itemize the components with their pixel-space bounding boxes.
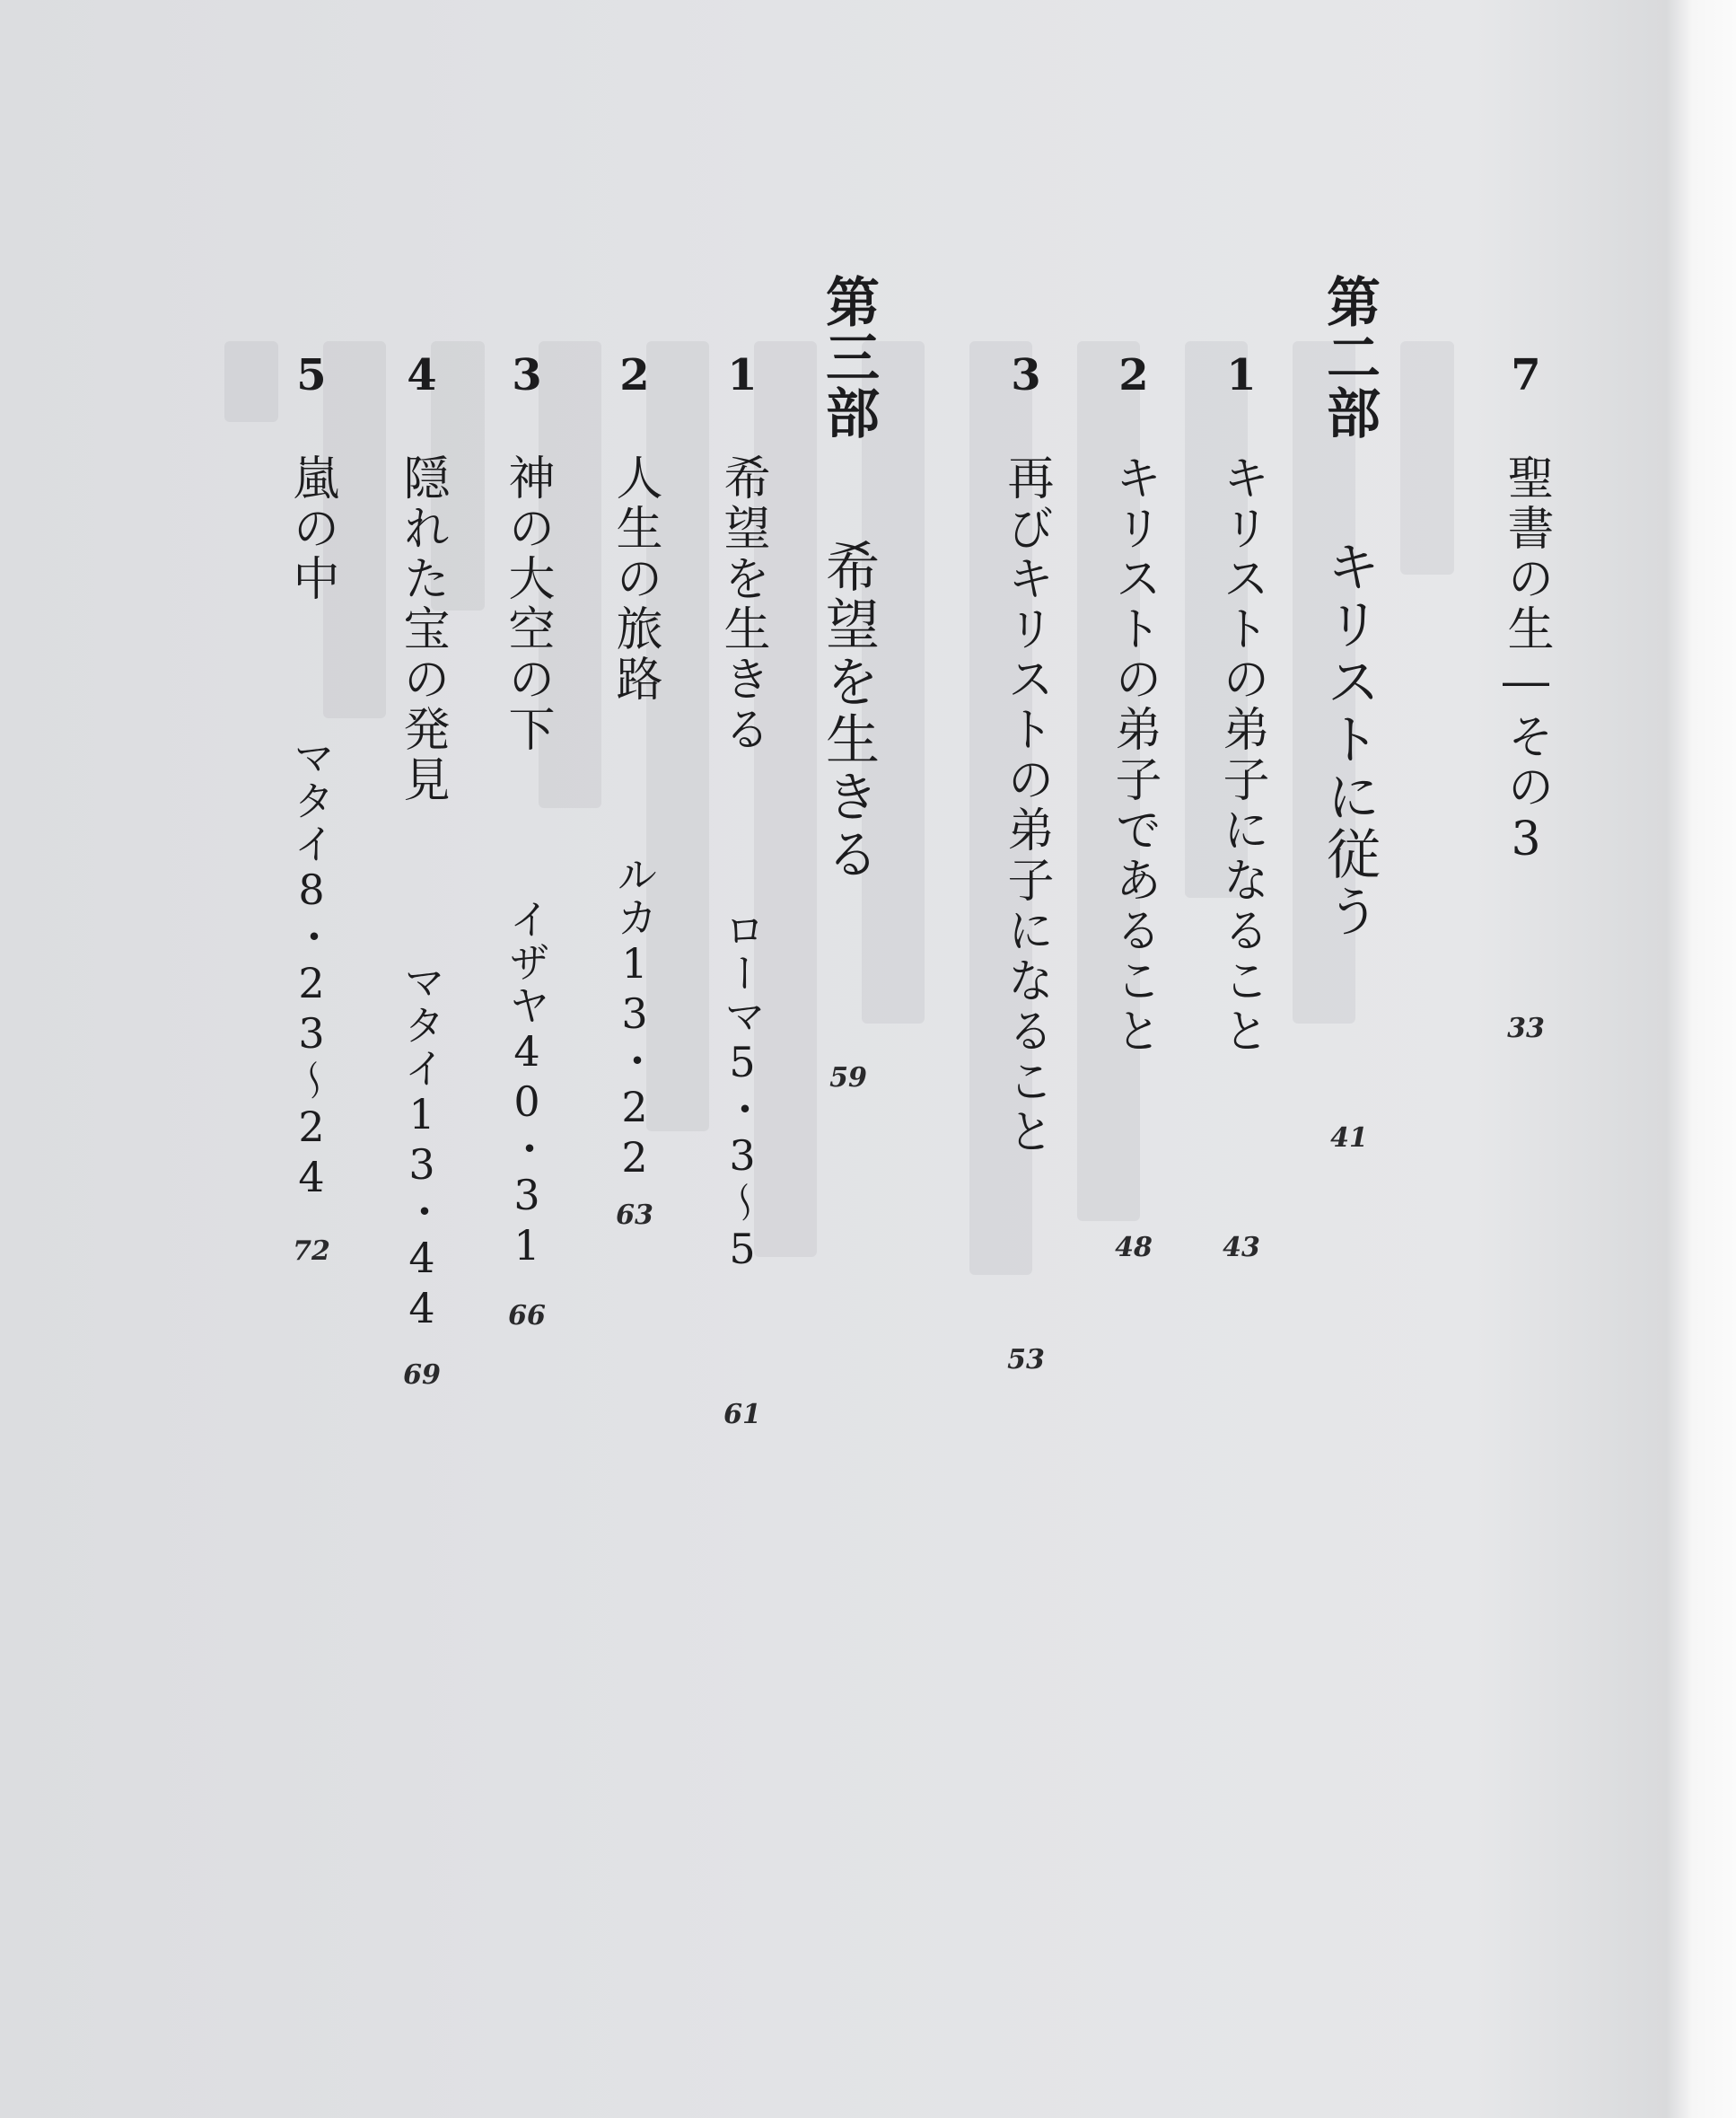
toc-entry[interactable] (386, 0, 458, 1401)
scripture-reference: ローマ5・3～5 (718, 909, 767, 1275)
entry-title: キリストの弟子になること (1214, 453, 1268, 1057)
entry-number: 3 (502, 350, 552, 400)
entry-title: 再びキリストの弟子になること (999, 453, 1053, 1157)
entry-number: 3 (1001, 350, 1051, 400)
part-label: 第三部 (817, 274, 880, 441)
toc-entry[interactable] (1490, 0, 1562, 1077)
toc-entry[interactable] (1098, 0, 1170, 1275)
part-title: 希望を生きる (817, 539, 880, 883)
entry-title: キリストの弟子であること (1107, 453, 1161, 1057)
entry-number: 2 (1109, 350, 1159, 400)
scripture-reference: マタイ13・44 (398, 961, 446, 1334)
part-heading[interactable] (1313, 0, 1385, 1167)
toc-entry[interactable] (1206, 0, 1277, 1275)
part-heading[interactable] (812, 0, 884, 1113)
page-number: 69 (403, 1359, 441, 1391)
scripture-reference: イザヤ40・31 (503, 898, 551, 1271)
scripture-reference: マタイ8・23～24 (287, 736, 336, 1203)
entry-title: 希望を生きる (715, 453, 769, 755)
entry-title: 聖書の生―その3 (1499, 453, 1553, 870)
page-number: 53 (1007, 1344, 1045, 1375)
page-number: 41 (1330, 1122, 1368, 1154)
entry-number: 2 (609, 350, 660, 400)
page-number: 63 (616, 1200, 653, 1231)
toc-entry[interactable] (276, 0, 347, 1293)
entry-number: 1 (1216, 350, 1267, 400)
entry-number: 7 (1501, 350, 1551, 400)
toc-entry[interactable] (706, 0, 778, 1437)
scripture-reference: ルカ13・22 (610, 853, 659, 1183)
toc-entry[interactable] (990, 0, 1062, 1383)
entry-title: 嵐の中 (285, 453, 338, 604)
toc-entry[interactable] (599, 0, 671, 1257)
page-number: 33 (1507, 1013, 1545, 1044)
entry-title: 神の大空の下 (500, 453, 554, 755)
entry-number: 1 (717, 350, 767, 400)
toc-entry[interactable] (491, 0, 563, 1347)
page-number: 43 (1223, 1232, 1260, 1263)
page-number: 48 (1115, 1232, 1153, 1263)
entry-number: 4 (397, 350, 447, 400)
page-number: 66 (508, 1300, 546, 1331)
page-number: 59 (829, 1062, 867, 1094)
part-label: 第二部 (1318, 274, 1381, 441)
page-number: 72 (293, 1235, 330, 1267)
entry-title: 隠れた宝の発見 (395, 453, 449, 805)
entry-number: 5 (286, 350, 337, 400)
page-number: 61 (723, 1399, 761, 1430)
entry-title: 人生の旅路 (608, 453, 662, 705)
part-title: キリストに従う (1318, 539, 1381, 941)
